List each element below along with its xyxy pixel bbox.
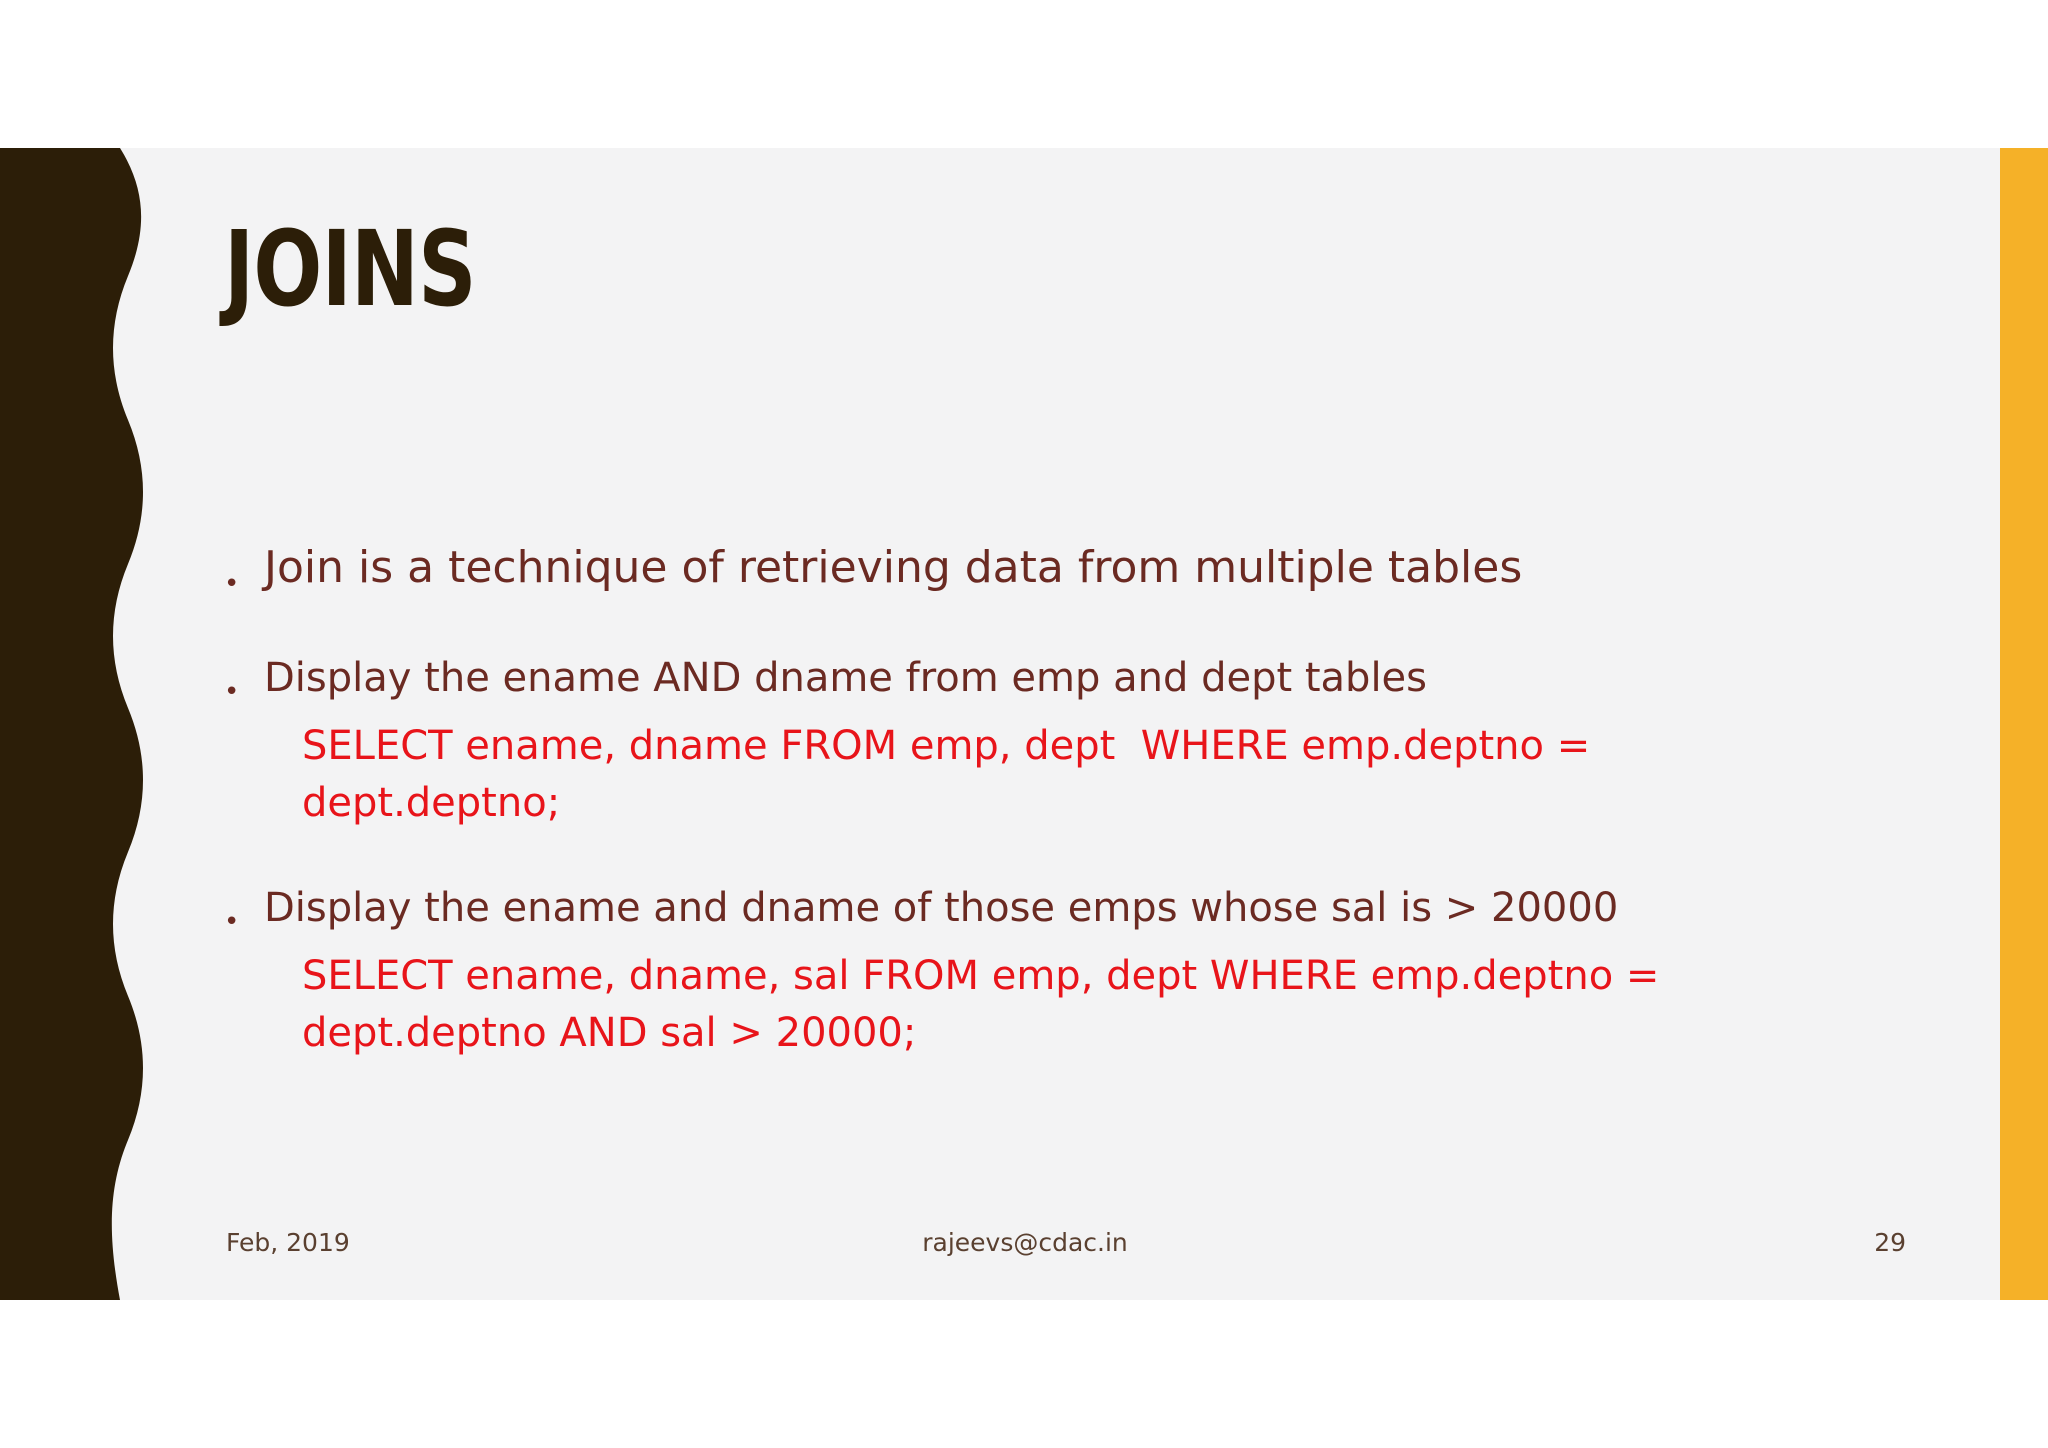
sql-query-example: SELECT ename, dname, sal FROM emp, dept WHERE emp.deptno = dept.deptno AND sal > 20000; xyxy=(302,953,1673,1056)
bullet-item-display-sal-filter xyxy=(224,882,1944,937)
accent-bar-decoration xyxy=(2000,148,2048,1300)
slide xyxy=(0,148,2048,1300)
bullet-text: Join is a technique of retrieving data from multiple tables xyxy=(264,542,1523,593)
bullet-item-join-definition xyxy=(224,540,1944,599)
bullet-dot-icon: • xyxy=(224,907,240,937)
bullet-text: Display the ename AND dname from emp and dept tables xyxy=(264,655,1428,701)
wavy-band-shape xyxy=(0,148,143,1300)
bullet-text: Display the ename and dname of those emps whose sal is > 20000 xyxy=(264,885,1619,931)
bullet-dot-icon: • xyxy=(224,569,240,599)
slide-title: JOINS xyxy=(224,208,476,330)
footer-date: Feb, 2019 xyxy=(226,1228,350,1257)
footer-page-number: 29 xyxy=(1874,1228,1906,1257)
wavy-band-decoration xyxy=(0,148,160,1300)
footer-email: rajeevs@cdac.in xyxy=(922,1228,1128,1257)
sql-query-example: SELECT ename, dname FROM emp, dept WHERE emp.deptno = dept.deptno; xyxy=(302,723,1603,826)
bullet-list xyxy=(224,540,1944,1062)
bullet-item-display-ename-dname xyxy=(224,652,1944,707)
bullet-dot-icon: • xyxy=(224,677,240,707)
